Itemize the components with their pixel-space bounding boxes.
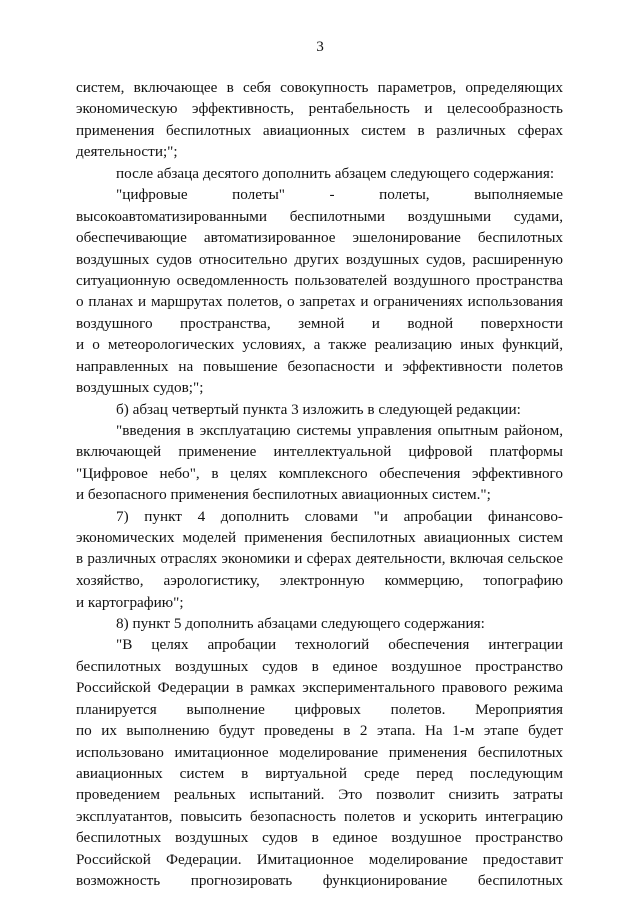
text-line: эксплуатантов, повысить безопасность полетов и ускорить интеграцию [76,807,563,825]
text-line: возможность прогнозировать функционирование беспилотных [76,872,563,890]
text-line: и о метеорологических условиях, а также реализацию иных функций, [76,336,563,354]
text-line: планируется выполнение цифровых полетов. Мероприятия [76,700,563,718]
text-line: ситуационную осведомленность пользователей воздушного пространства [76,271,563,289]
page-number: 3 [316,38,324,55]
text-line: обеспечивающие автоматизированное эшелонирование беспилотных [76,229,563,247]
text-line: "введения в эксплуатацию системы управления опытным районом, [116,422,563,439]
text-line: беспилотных воздушных судов в единое воздушное пространство [76,829,563,847]
text-line: высокоавтоматизированными беспилотными воздушными судами, [76,207,563,225]
text-line: б) абзац четвертый пункта 3 изложить в следующей редакции: [116,400,521,418]
text-line: 7) пункт 4 дополнить словами "и апробации финансово- [116,507,563,525]
text-line: "В целях апробации технологий обеспечения интеграции [116,636,563,654]
text-line: "цифровые полеты" - полеты, выполняемые [116,186,563,204]
text-line: "Цифровое небо", в целях комплексного обеспечения эффективного [76,464,563,482]
text-line: по их выполнению будут проведены в 2 этапа. На 1-м этапе будет [76,722,563,740]
text-line: 8) пункт 5 дополнить абзацами следующего содержания: [116,614,485,632]
text-line: и картографию"; [76,593,184,611]
text-line: экономических моделей применения беспилотных авиационных систем [76,529,563,547]
text-line: направленных на повышение безопасности и эффективности полетов [76,357,563,375]
text-line: хозяйство, аэрологистику, электронную коммерцию, топографию [76,572,563,590]
text-line: после абзаца десятого дополнить абзацем следующего содержания: [116,164,555,182]
text-line: применения беспилотных авиационных систем в различных сферах [76,121,563,139]
text-line: воздушных судов;"; [76,379,204,397]
text-line: о планах и маршрутах полетов, о запретах и ограничениях использования [76,293,563,311]
text-line: и безопасного применения беспилотных авиационных систем."; [76,486,491,504]
text-line: использовано имитационное моделирование применения беспилотных [76,743,563,761]
text-line: деятельности;"; [76,143,178,161]
text-line: Российской Федерации в рамках экспериментального правового режима [76,679,563,697]
document-body [76,77,563,892]
text-line: воздушных судов относительно других воздушных судов, расширенную [76,250,563,268]
text-line: беспилотных воздушных судов в единое воздушное пространство [76,657,563,675]
text-line: в различных отраслях экономики и сферах деятельности, включая сельское [76,550,563,567]
text-line: систем, включающее в себя совокупность параметров, определяющих [76,79,563,96]
text-line: включающей применение интеллектуальной цифровой платформы [76,443,563,461]
text-line: экономическую эффективность, рентабельность и целесообразность [76,100,563,118]
text-line: воздушного пространства, земной и водной поверхности [76,314,563,332]
text-line: авиационных систем в виртуальной среде перед последующим [76,765,563,782]
text-line: Российской Федерации. Имитационное моделирование предоставит [76,850,563,868]
text-line: проведением реальных испытаний. Это позволит снизить затраты [76,786,563,804]
